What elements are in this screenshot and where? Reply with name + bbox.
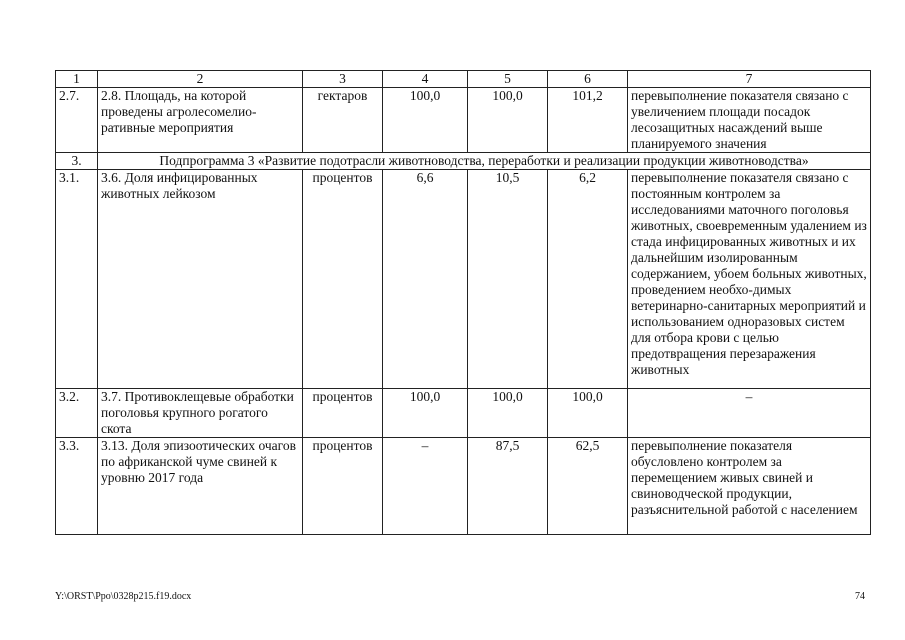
value-cell: 62,5 <box>548 438 628 535</box>
value-cell: 6,2 <box>548 170 628 389</box>
table-row <box>56 438 871 535</box>
value-cell: 100,0 <box>468 389 548 438</box>
header-cell: 4 <box>383 71 468 88</box>
value-cell: 100,0 <box>548 389 628 438</box>
note-cell: перевыполнение показателя связано с увеличением площади посадок лесозащитных насаждений выше планируемого значения <box>628 88 871 153</box>
note-cell: перевыполнение показателя обусловлено контролем за перемещением живых свиней и свиноводческой продукции, разъяснительной работой с населением <box>628 438 871 535</box>
indicator-name: 2.8. Площадь, на которой проведены агролесомелио-ративные мероприятия <box>98 88 303 153</box>
table-row <box>56 170 871 389</box>
indicator-name: 3.7. Противоклещевые обработки поголовья крупного рогатого скота <box>98 389 303 438</box>
footer-filepath: Y:\ORST\Ppo\0328p215.f19.docx <box>55 591 192 602</box>
row-number: 3.1. <box>56 170 98 389</box>
header-cell: 1 <box>56 71 98 88</box>
value-cell: 10,5 <box>468 170 548 389</box>
note-cell: – <box>628 389 871 438</box>
value-cell: 100,0 <box>383 88 468 153</box>
table-row <box>56 389 871 438</box>
unit-cell: процентов <box>303 170 383 389</box>
row-number: 3.2. <box>56 389 98 438</box>
row-number: 2.7. <box>56 88 98 153</box>
header-cell: 2 <box>98 71 303 88</box>
subprogram-row <box>56 153 871 170</box>
header-cell: 6 <box>548 71 628 88</box>
value-cell: – <box>383 438 468 535</box>
value-cell: 101,2 <box>548 88 628 153</box>
value-cell: 100,0 <box>383 389 468 438</box>
header-cell: 7 <box>628 71 871 88</box>
indicator-name: 3.6. Доля инфицированных животных лейкозом <box>98 170 303 389</box>
unit-cell: процентов <box>303 389 383 438</box>
row-number: 3.3. <box>56 438 98 535</box>
value-cell: 6,6 <box>383 170 468 389</box>
value-cell: 100,0 <box>468 88 548 153</box>
page-number: 74 <box>855 591 865 602</box>
unit-cell: процентов <box>303 438 383 535</box>
row-number: 3. <box>56 153 98 170</box>
indicator-name: 3.13. Доля эпизоотических очагов по африканской чуме свиней к уровню 2017 года <box>98 438 303 535</box>
subprogram-title: Подпрограмма 3 «Развитие подотрасли животноводства, переработки и реализации продукции животноводства» <box>98 153 871 170</box>
unit-cell: гектаров <box>303 88 383 153</box>
header-cell: 3 <box>303 71 383 88</box>
note-cell: перевыполнение показателя связано с постоянным контролем за исследованиями маточного поголовья животных, своевременным удалением из стада инфицированных животных и их дальнейшим изолированным содержанием, убоем больных животных, проведением необхо-димых ветеринарно-санитарных мероприятий и использованием одноразовых систем для отбора крови с целью предотвращения перезаражения животных <box>628 170 871 389</box>
indicators-table <box>55 70 871 535</box>
header-cell: 5 <box>468 71 548 88</box>
table-row <box>56 88 871 153</box>
table-header-row <box>56 71 871 88</box>
value-cell: 87,5 <box>468 438 548 535</box>
